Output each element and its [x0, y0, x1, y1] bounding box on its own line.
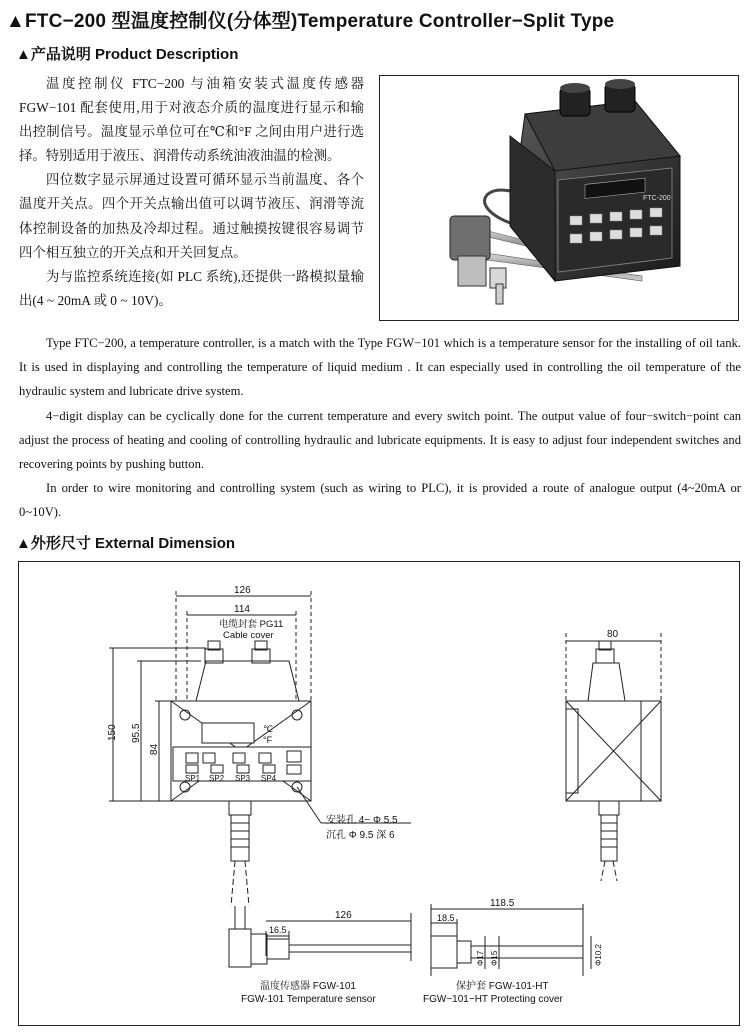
- cable-cover-cn: 电缆封套 PG11: [219, 619, 284, 630]
- unit-fahrenheit: °F: [263, 735, 273, 745]
- dim-front-height-total: 150: [107, 724, 118, 741]
- page-title: ▲FTC−200 型温度控制仪(分体型)Temperature Controller−Split Type: [6, 11, 615, 32]
- dim-cover-length: 118.5: [490, 898, 515, 909]
- dim-sensor-length: 126: [335, 910, 352, 921]
- unit-celsius: ℃: [263, 724, 274, 734]
- dim-cover-c: Φ10.2: [594, 944, 603, 966]
- button-label-sp1: SP1: [185, 774, 201, 783]
- dim-cover-a: Φ17: [476, 950, 485, 966]
- cable-cover-en: Cable cover: [223, 630, 274, 641]
- mount-hole-label: 安装孔 4− Φ 5.5: [326, 815, 398, 826]
- section-heading-product-description: ▲产品说明 Product Description: [16, 46, 239, 63]
- cn-paragraph: 温度控制仪 FTC−200 与油箱安装式温度传感器 FGW−101 配套使用,用于对液态介质的温度进行显示和输出控制信号。温度显示单位可在℃和°F 之间由用户进行选择。特别适用于液压、润滑传动系统油液油温的检测。: [19, 76, 364, 164]
- dim-side-width: 80: [607, 629, 619, 640]
- en-paragraph: 4−digit display can be cyclically done for the current temperature and every switch point. The output value of four−switch−point can adjust the process of heating and cooling of controlling hydraulic and lubricate equipments. It is easy to adjust four independent switches and recovering points by pushing button.: [19, 408, 741, 472]
- counterbore-label: 沉孔 Φ 9.5 深 6: [326, 830, 395, 841]
- dim-front-total-width: 126: [234, 585, 251, 596]
- button-label-sp2: SP2: [209, 774, 225, 783]
- dimension-drawing: [19, 562, 739, 1025]
- dim-front-height-body: 84: [149, 743, 160, 755]
- product-photo-drawing: [380, 76, 738, 320]
- dimension-drawing-frame: [18, 561, 740, 1026]
- sensor-caption-cn: 温度传感器 FGW-101: [260, 981, 356, 992]
- button-label-sp4: SP4: [261, 774, 277, 783]
- dim-sensor-thread: 16.5: [269, 925, 287, 935]
- cover-caption-en: FGW−101−HT Protecting cover: [423, 994, 563, 1005]
- cn-description: [19, 72, 364, 313]
- en-paragraph: In order to wire monitoring and controlling system (such as wiring to PLC), it is provided a route of analogue output (4~20mA or 0~10V).: [19, 481, 741, 520]
- cover-caption-cn: 保护套 FGW-101-HT: [456, 981, 549, 992]
- sensor-caption-en: FGW-101 Temperature sensor: [241, 994, 376, 1005]
- button-label-sp3: SP3: [235, 774, 251, 783]
- dim-cover-b: Φ15: [490, 950, 499, 966]
- cn-paragraph: 为与监控系统连接(如 PLC 系统),还提供一路模拟量输出(4 ~ 20mA 或 0 ~ 10V)。: [19, 268, 364, 308]
- en-paragraph: Type FTC−200, a temperature controller, is a match with the Type FGW−101 which is a temperature sensor for the installing of oil tank. It is used in displaying and controlling the temperature of liquid medium . It can especially used in controlling the oil temperature of the hydraulic system and lubricate drive system.: [19, 336, 741, 399]
- section-heading-external-dimension: ▲外形尺寸 External Dimension: [16, 535, 236, 552]
- dim-cover-hex: 18.5: [437, 913, 455, 923]
- dim-front-height-mid: 95.5: [131, 723, 142, 743]
- device-model-label: FTC-200: [643, 195, 671, 202]
- cn-paragraph: 四位数字显示屏通过设置可循环显示当前温度、各个温度开关点。四个开关点输出值可以调节液压、润滑等流体控制设备的加热及冷却过程。通过触摸按键很容易调节四个相互独立的开关点和开关回复点。: [19, 172, 364, 260]
- dim-front-inner-width: 114: [234, 604, 250, 615]
- product-photo: [379, 75, 739, 321]
- en-description: [19, 331, 741, 525]
